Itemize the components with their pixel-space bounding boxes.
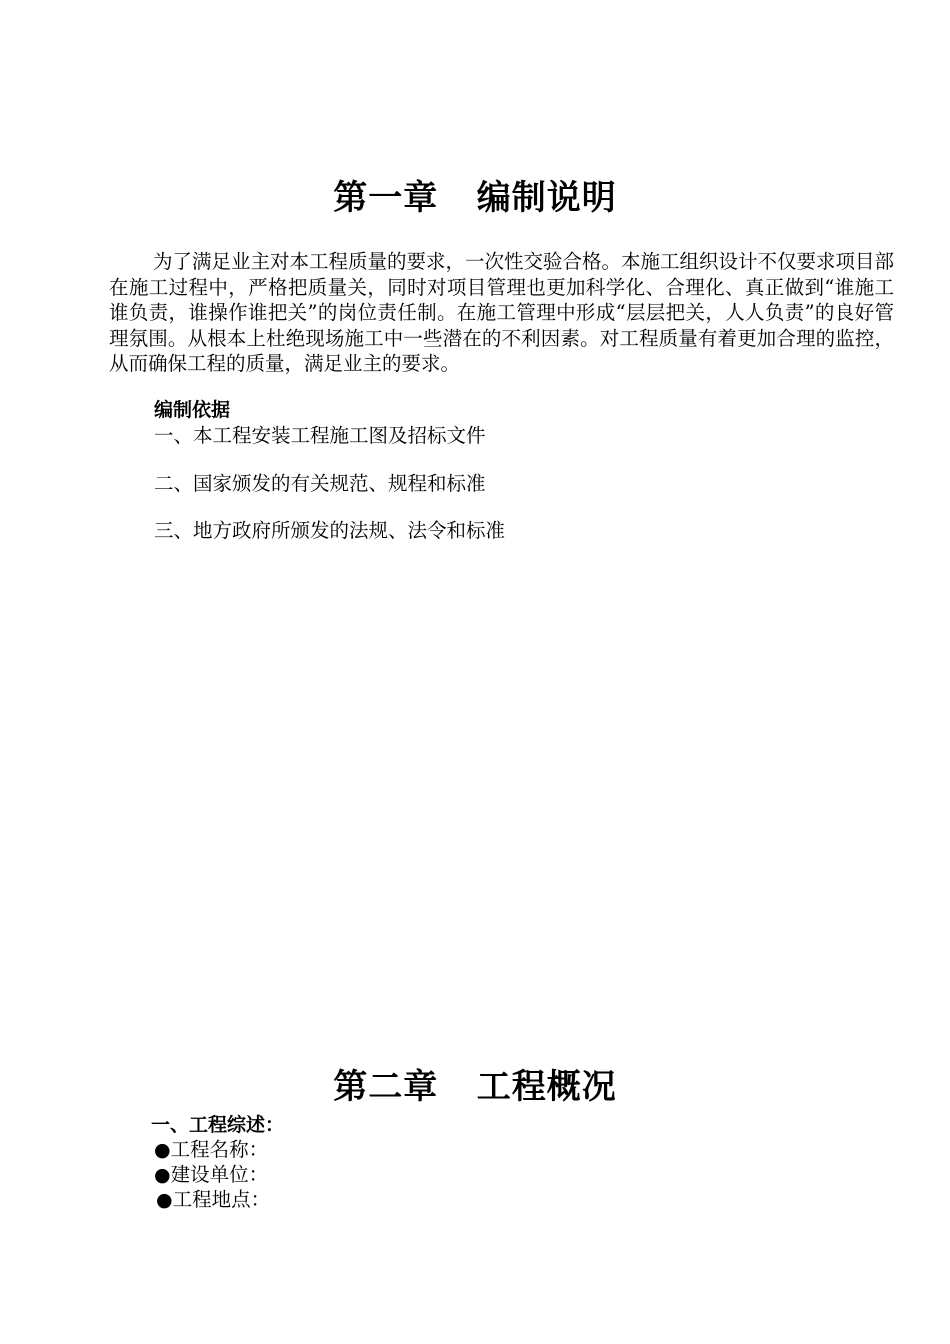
project-name-label: 工程名称： (170, 1138, 269, 1161)
owner-label: 建设单位： (170, 1163, 269, 1186)
basis-heading: 编制依据 (154, 399, 231, 421)
basis-item: 三、地方政府所颁发的法规、法令和标准 (154, 519, 506, 542)
chapter-1-intro-paragraph: 为了满足业主对本工程质量的要求，一次性交验合格。本施工组织设计不仅要求项目部在施工过程中，严格把质量关，同时对项目管理也更加科学化、合理化、真正做到“谁施工谁负责，谁操作谁把关”的岗位责任制。在施工管理中形成“层层把关，人人负责”的良好管理氛围。从根本上杜绝现场施工中一些潜在的不利因素。对工程质量有着更加合理的监控，从而确保工程的质量，满足业主的要求。 (109, 250, 895, 375)
bullet-icon: ● (154, 1164, 171, 1186)
list-item-owner (154, 1162, 268, 1188)
list-item-site (156, 1187, 270, 1213)
bullet-icon: ● (154, 1139, 171, 1161)
chapter-1-title: 第一章 编制说明 (333, 178, 617, 218)
basis-item: 二、国家颁发的有关规范、规程和标准 (154, 472, 486, 495)
bullet-icon: ● (156, 1189, 173, 1211)
basis-item: 一、本工程安装工程施工图及招标文件 (154, 424, 486, 447)
chapter-2-title: 第二章 工程概况 (333, 1067, 617, 1107)
overview-heading: 一、工程综述： (151, 1114, 285, 1136)
site-label: 工程地点： (172, 1188, 271, 1211)
list-item-project-name (154, 1137, 268, 1163)
